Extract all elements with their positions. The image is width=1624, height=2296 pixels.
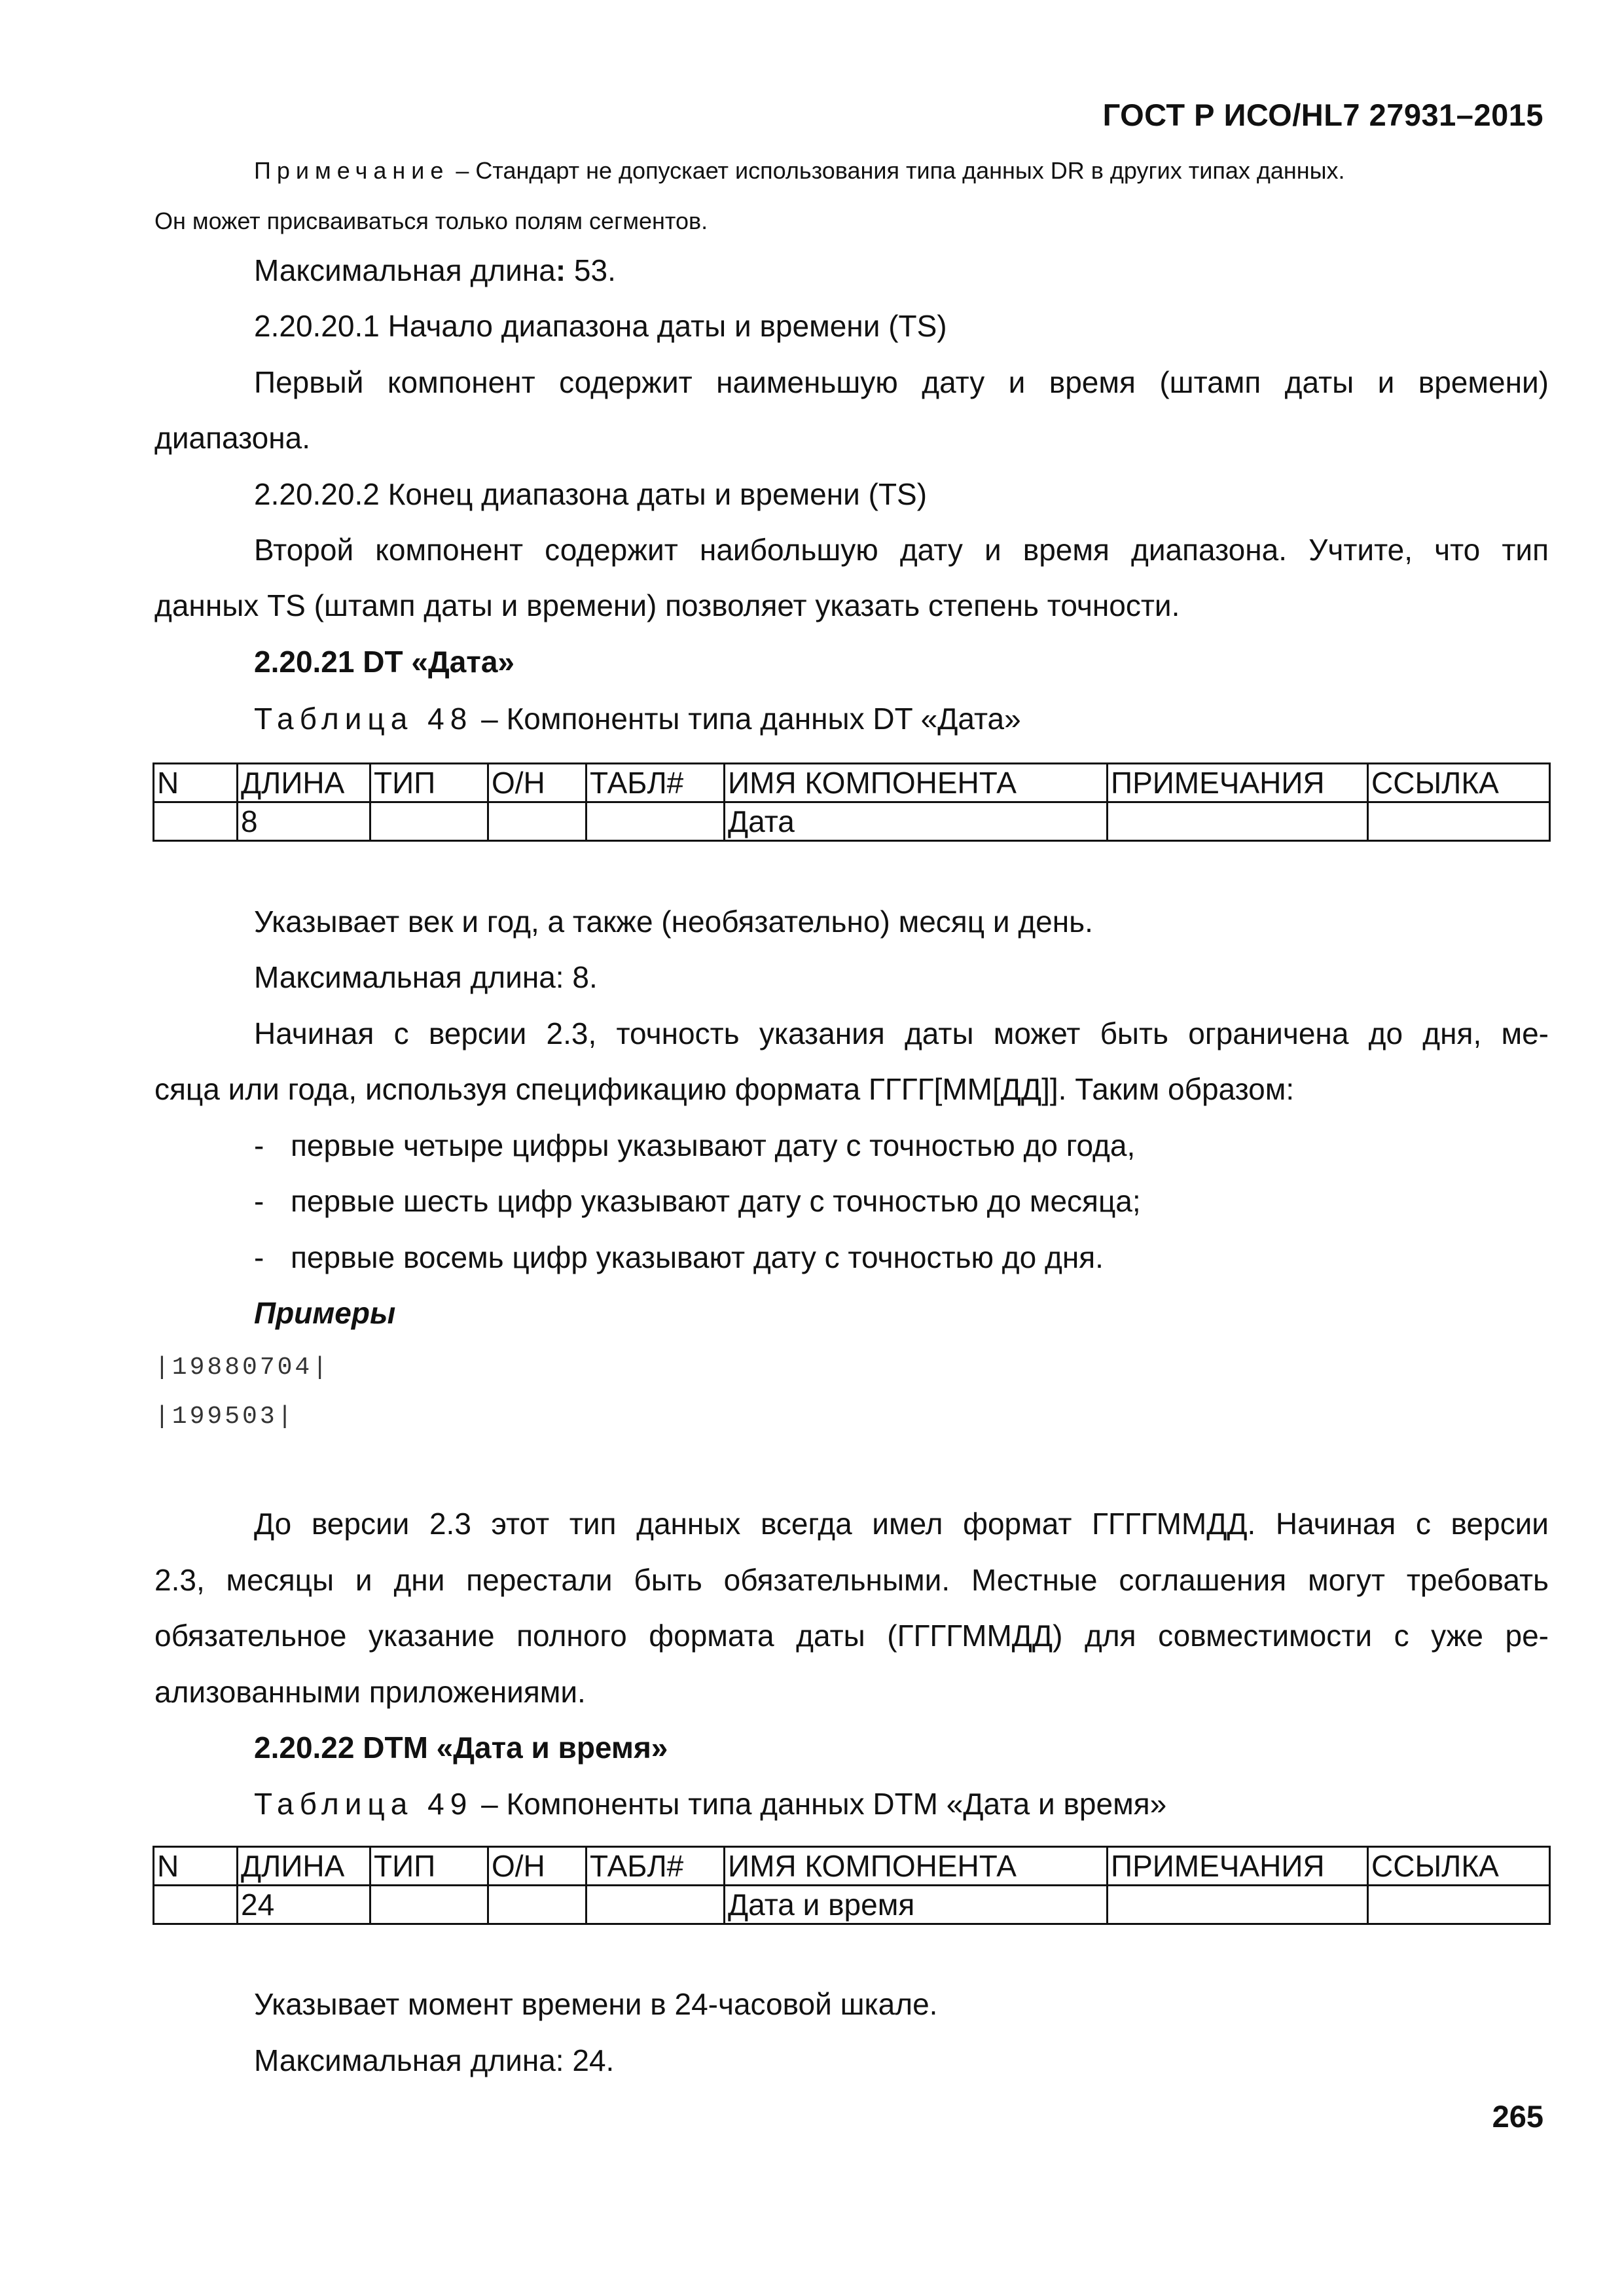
dr-sub2-title: 2.20.20.2 Конец диапазона даты и времени (TS)	[254, 477, 928, 511]
table-cell: 8	[238, 802, 370, 841]
table-cell	[1368, 802, 1550, 841]
note-label: Примечание	[254, 157, 450, 184]
dt-description: Указывает век и год, а также (необязательно) месяц и день.	[254, 905, 1093, 939]
table-header-cell: ИМЯ КОМПОНЕНТА	[725, 1847, 1108, 1886]
table-cell	[1108, 802, 1368, 841]
table-cell	[586, 1886, 725, 1924]
dt-paragraph2-line-1: До версии 2.3 этот тип данных всегда имел формат ГГГГММДД. Начиная с версии	[254, 1507, 1549, 1541]
table-header-cell: ПРИМЕЧАНИЯ	[1108, 764, 1368, 802]
dt-paragraph-line-1: Начиная с версии 2.3, точность указания даты может быть ограничена до дня, ме-	[254, 1016, 1549, 1050]
table-header-cell: ДЛИНА	[238, 764, 370, 802]
note-line-2: Он может присваиваться только полям сегментов.	[154, 207, 708, 234]
table-cell	[488, 1886, 586, 1924]
dtm-components-table	[153, 1846, 1551, 1925]
dr-sub1-title: 2.20.20.1 Начало диапазона даты и времени (TS)	[254, 309, 947, 343]
table-cell: Дата и время	[725, 1886, 1108, 1924]
table-header-cell: О/Н	[488, 764, 586, 802]
document-header-code: ГОСТ Р ИСО/HL7 27931–2015	[1102, 98, 1543, 132]
table-header-cell: ТАБЛ#	[586, 764, 725, 802]
table-cell	[154, 802, 238, 841]
table-row	[154, 802, 1550, 841]
dt-paragraph2-line-3: обязательное указание полного формата даты (ГГГГММДД) для совместимости с уже ре-	[154, 1619, 1549, 1653]
dt-maxlen: Максимальная длина: 8.	[254, 960, 598, 994]
example-code: |199503|	[154, 1403, 295, 1431]
list-item: - первые шесть цифр указывают дату с точностью до месяца;	[254, 1184, 1141, 1218]
table-cell	[1368, 1886, 1550, 1924]
note-line-1	[254, 156, 1345, 186]
table-header-cell: ПРИМЕЧАНИЯ	[1108, 1847, 1368, 1886]
example-code: |19880704|	[154, 1354, 331, 1382]
table-cell	[488, 802, 586, 841]
table-header-cell: N	[154, 1847, 238, 1886]
dr-sub2-text-line-2: данных TS (штамп даты и времени) позволяет указать степень точности.	[154, 588, 1180, 622]
dtm-table-caption: Таблица 49 – Компоненты типа данных DTM «Дата и время»	[254, 1787, 1167, 1821]
dt-section-title: 2.20.21 DT «Дата»	[254, 645, 514, 679]
table-cell	[586, 802, 725, 841]
table-header-cell: ДЛИНА	[238, 1847, 370, 1886]
list-item: - первые четыре цифры указывают дату с точностью до года,	[254, 1128, 1136, 1162]
dr-maxlen: Максимальная длина: 53.	[254, 253, 616, 287]
dt-paragraph-line-2: сяца или года, используя спецификацию формата ГГГГ[ММ[ДД]]. Таким образом:	[154, 1072, 1295, 1106]
dtm-maxlen: Максимальная длина: 24.	[254, 2043, 615, 2077]
table-header-cell: ССЫЛКА	[1368, 764, 1550, 802]
dr-sub1-text-line-1: Первый компонент содержит наименьшую дату и время (штамп даты и времени)	[254, 365, 1549, 399]
table-cell	[370, 802, 488, 841]
table-cell	[1108, 1886, 1368, 1924]
note-text: – Стандарт не допускает использования типа данных DR в других типах данных.	[449, 157, 1345, 184]
dtm-description: Указывает момент времени в 24-часовой шкале.	[254, 1987, 938, 2021]
examples-title: Примеры	[254, 1296, 396, 1330]
dt-paragraph2-line-4: ализованными приложениями.	[154, 1675, 586, 1709]
table-header-cell: О/Н	[488, 1847, 586, 1886]
table-header-cell: ИМЯ КОМПОНЕНТА	[725, 764, 1108, 802]
dt-table-caption: Таблица 48 – Компоненты типа данных DT «Дата»	[254, 702, 1021, 736]
table-cell	[370, 1886, 488, 1924]
table-cell: Дата	[725, 802, 1108, 841]
table-header-cell: ТАБЛ#	[586, 1847, 725, 1886]
table-header-cell: ТИП	[370, 764, 488, 802]
table-cell: 24	[238, 1886, 370, 1924]
table-row	[154, 1886, 1550, 1924]
table-cell	[154, 1886, 238, 1924]
table-header-cell: ССЫЛКА	[1368, 1847, 1550, 1886]
table-header-cell: ТИП	[370, 1847, 488, 1886]
dtm-section-title: 2.20.22 DTM «Дата и время»	[254, 1731, 668, 1765]
table-header-row	[154, 764, 1550, 802]
dr-sub2-text-line-1: Второй компонент содержит наибольшую дату и время диапазона. Учтите, что тип	[254, 533, 1549, 567]
table-header-row	[154, 1847, 1550, 1886]
dr-sub1-text-line-2: диапазона.	[154, 421, 311, 455]
table-header-cell: N	[154, 764, 238, 802]
page-number: 265	[1492, 2099, 1543, 2134]
dt-paragraph2-line-2: 2.3, месяцы и дни перестали быть обязательными. Местные соглашения могут требовать	[154, 1563, 1549, 1597]
dt-components-table	[153, 762, 1551, 842]
list-item: - первые восемь цифр указывают дату с точностью до дня.	[254, 1240, 1104, 1274]
